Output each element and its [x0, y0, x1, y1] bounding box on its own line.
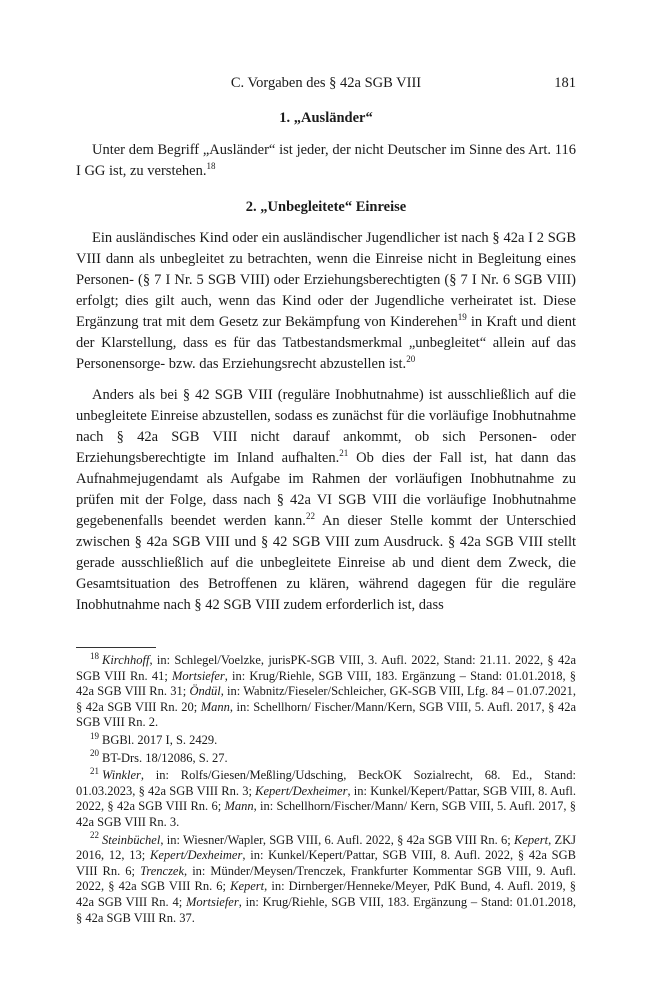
- footnote-text: , in: Kunkel/Kepert/Pattar, SGB VIII, 8. Aufl. 2022, § 42a SGB VIII Rn. 6;: [76, 848, 576, 878]
- footnote-text: , in: Rolfs/Giesen/Meßling/Udsching, BeckOK Sozialrecht, 68. Ed., Stand: 01.03.2023, § 42a SGB VIII Rn. 3;: [76, 768, 576, 798]
- paragraph-text: Anders als bei § 42 SGB VIII (reguläre Inobhutnahme) ist ausschließlich auf die unbegleitete Einreise abzustellen, sodass es zunächst für die vorläufige Inobhutnahme nach § 42a SGB VIII nicht darauf ankommt, ob sich Personen- oder Erziehungsberechtigte im Inland aufhalten.: [76, 387, 576, 466]
- footnote-number: 20: [90, 748, 99, 759]
- footnote-number: 22: [90, 830, 99, 841]
- footnote-18: [76, 650, 576, 731]
- footnote-ref-21[interactable]: 21: [339, 448, 349, 459]
- footnote-author: Mann: [200, 699, 230, 714]
- footnote-separator: [76, 647, 156, 648]
- footnote-author: Mortsiefer: [185, 894, 239, 909]
- footnote-number: 21: [90, 766, 99, 776]
- page-number: 181: [554, 75, 576, 91]
- paragraph-text: Ob dies der Fall ist, hat dann das Aufnahmejugendamt als Aufgabe im Rahmen der vorläufigen Inobhutnahme zu prüfen mit der Folge, dass nach § 42a VI SGB VIII die vorläufige Inobhutnahme gegebenenfalls beendet werden kann.: [76, 450, 576, 529]
- section-heading-unbegleitete-einreise: 2. „Unbegleitete“ Einreise: [245, 199, 407, 215]
- footnote-ref-18[interactable]: 18: [206, 161, 216, 172]
- footnote-text: , in: Schellhorn/ Fischer/Mann/Kern, SGB VIII, 5. Aufl. 2017, § 42a SGB VIII Rn. 2.: [76, 699, 576, 730]
- footnote-ref-19[interactable]: 19: [457, 312, 467, 323]
- footnote-author: Kepert/Dexheimer: [150, 848, 243, 863]
- running-header-title: C. Vorgaben des § 42a SGB VIII: [230, 75, 422, 91]
- footnote-text: , in: Kunkel/Kepert/Pattar, SGB VIII, 8. Aufl. 2022, § 42a SGB VIII Rn. 6;: [76, 783, 576, 814]
- footnote-text: BGBl. 2017 I, S. 2429.: [102, 732, 218, 747]
- footnote-20: [76, 748, 576, 767]
- footnote-text: , in: Schellhorn/Fischer/Mann/ Kern, SGB VIII, 5. Aufl. 2017, § 42a SGB VIII Rn. 3.: [76, 799, 576, 829]
- footnote-21: [76, 768, 576, 830]
- footnote-author: Mann: [224, 799, 254, 814]
- footnotes: [76, 650, 576, 928]
- section-heading-auslaender: 1. „Ausländer“: [279, 110, 373, 126]
- paragraph-text: Unter dem Begriff „Ausländer“ ist jeder, der nicht Deutscher im Sinne des Art. 116 I GG ist, zu verstehen.: [76, 142, 576, 179]
- footnote-author: Winkler: [102, 768, 141, 783]
- paragraph-unbegleitet-1: [76, 228, 576, 375]
- footnote-ref-20[interactable]: 20: [406, 354, 416, 365]
- footnote-author: Öndül: [189, 684, 221, 699]
- paragraph-unbegleitet-2: [76, 385, 576, 616]
- footnote-author: Kirchhoff: [102, 653, 150, 667]
- paragraph-text: Ein ausländisches Kind oder ein ausländischer Jugendlicher ist nach § 42a I 2 SGB VIII dann als unbegleitet zu betrachten, wenn die Einreise nicht in Begleitung eines Personen- (§ 7 I Nr. 5 SGB VIII) oder Erziehungsberechtigten (§ 7 I Nr. 6 SGB VIII) erfolgt; dies gilt auch, wenn das Kind oder der Jugendliche verheiratet ist. Diese Ergänzung trat mit dem Gesetz zur Bekämpfung von Kinderehen: [76, 230, 576, 330]
- footnote-text: , in: Münder/Meysen/Trenczek, Frankfurter Kommentar SGB VIII, 9. Aufl. 2022, § 42a SGB VIII Rn. 6;: [76, 863, 576, 894]
- paragraph-text: in Kraft und dient der Klarstellung, dass es für das Tatbestandsmerkmal „unbegleitet“ allein auf das Personensorge- bzw. das Erziehungsrecht abzustellen ist.: [76, 314, 576, 372]
- footnote-text: , in: Krug/Riehle, SGB VIII, 183. Ergänzung – Stand: 01.01.2018, § 42a SGB VIII Rn. 37.: [76, 894, 576, 925]
- paragraph-auslaender: [76, 140, 576, 182]
- footnote-19: [76, 730, 576, 749]
- footnote-22: [76, 830, 576, 927]
- footnote-text: , in: Wiesner/Wapler, SGB VIII, 6. Aufl. 2022, § 42a SGB VIII Rn. 6;: [160, 832, 515, 847]
- footnote-text: , in: Schlegel/Voelzke, jurisPK-SGB VIII, 3. Aufl. 2022, Stand: 21.11. 2022, § 42a SGB VIII Rn. 41;: [76, 653, 576, 683]
- footnote-author: Kepert/Dexheimer: [255, 783, 348, 798]
- footnote-author: Mortsiefer: [171, 668, 225, 683]
- footnote-number: 19: [90, 730, 99, 741]
- footnote-author: Steinbüchel: [102, 832, 161, 847]
- footnote-text: , in: Krug/Riehle, SGB VIII, 183. Ergänzung – Stand: 01.01.2018, § 42a SGB VIII Rn. 31;: [76, 668, 576, 699]
- footnote-text: , in: Wabnitz/Fieseler/Schleicher, GK-SGB VIII, Lfg. 84 – 01.07.2021, § 42a SGB VIII Rn. 20;: [76, 684, 576, 714]
- paragraph-text: An dieser Stelle kommt der Unterschied zwischen § 42a SGB VIII und § 42 SGB VIII zum Ausdruck. § 42a SGB VIII stellt gerade ausschließlich auf die unbegleitete Einreise ab und dient dem Zweck, die Gesamtsituation des Betroffenen zu klären, während dagegen für die reguläre Inobhutnahme nach § 42 SGB VIII zudem erforderlich ist, dass: [76, 513, 576, 613]
- running-header: [76, 75, 576, 95]
- footnote-text: , ZKJ 2016, 12, 13;: [76, 832, 576, 863]
- footnote-author: Trenczek: [140, 863, 185, 878]
- footnote-text: BT-Drs. 18/12086, S. 27.: [102, 750, 228, 765]
- footnote-text: , in: Dirnberger/Henneke/Meyer, PdK Bund, 4. Aufl. 2019, § 42a SGB VIII Rn. 4;: [76, 879, 576, 909]
- footnote-author: Kepert: [514, 832, 549, 847]
- footnote-ref-22[interactable]: 22: [305, 511, 315, 522]
- footnote-author: Kepert: [230, 879, 265, 894]
- footnote-number: 18: [90, 650, 99, 661]
